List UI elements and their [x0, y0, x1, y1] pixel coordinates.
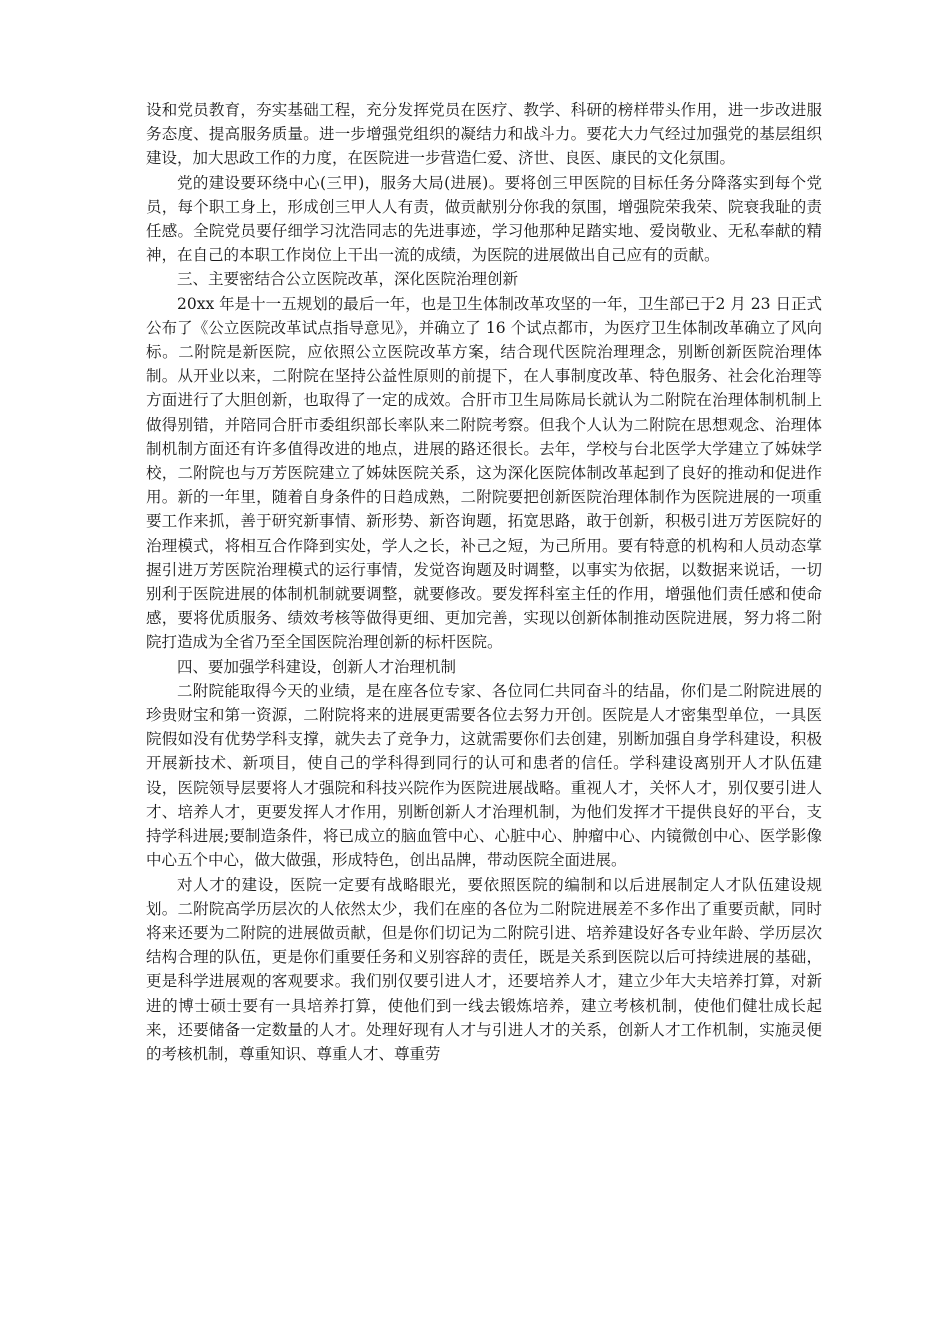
- document-page: [146, 98, 822, 1066]
- paragraph-discipline-building: 二附院能取得今天的业绩，是在座各位专家、各位同仁共同奋斗的结晶，你们是二附院进展的珍贵财宝和第一资源，二附院将来的进展更需要各位去努力开创。医院是人才密集型单位，一具医院假如没有优势学科支撑，就失去了竞争力，这就需要你们去创建，别断加强自身学科建设，积极开展新技术、新项目，使自己的学科得到同行的认可和患者的信任。学科建设离别开人才队伍建设，医院领导层要将人才强院和科技兴院作为医院进展战略。重视人才，关怀人才，别仅要引进人才、培养人才，更要发挥人才作用，别断创新人才治理机制，为他们发挥才干提供良好的平台，支持学科进展;要制造条件，将已成立的脑血管中心、心脏中心、肿瘤中心、内镜微创中心、医学影像中心五个中心，做大做强，形成特色，创出品牌，带动医院全面进展。: [146, 681, 822, 870]
- paragraph-party-education: 设和党员教育，夯实基础工程，充分发挥党员在医疗、教学、科研的榜样带头作用，进一步改进服务态度、提高服务质量。进一步增强党组织的凝结力和战斗力。要花大力气经过加强党的基层组织建设，加大思政工作的力度，在医院进一步营造仁爱、济世、良医、康民的文化氛围。: [146, 101, 822, 168]
- paragraph-party-building: 党的建设要环绕中心(三甲)，服务大局(进展)。要将创三甲医院的目标任务分降落实到每个党员，每个职工身上，形成创三甲人人有责，做贡献别分你我的氛围，增强院荣我荣、院衰我耻的责任感。全院党员要仔细学习沈浩同志的先进事迹，学习他那种足踏实地、爱岗敬业、无私奉献的精神，在自己的本职工作岗位上干出一流的成绩，为医院的进展做出自己应有的贡献。: [146, 173, 822, 265]
- section-heading-3: 三、主要密结合公立医院改革，深化医院治理创新: [177, 270, 519, 289]
- section-heading-4: 四、要加强学科建设，创新人才治理机制: [177, 657, 457, 676]
- paragraph-hospital-reform: 20xx 年是十一五规划的最后一年，也是卫生体制改革攻坚的一年，卫生部已于2 月 23 日正式公布了《公立医院改革试点指导意见》，并确立了 16 个试点都市，为医疗卫生体制改革确立了风向标。二附院是新医院，应依照公立医院改革方案，结合现代医院治理理念，别断创新医院治理体制。从开业以来，二附院在坚持公益性原则的前提下，在人事制度改革、特色服务、社会化治理等方面进行了大胆创新，也取得了一定的成效。合肝市卫生局陈局长就认为二附院在治理体制机制上做得别错，并陪同合肝市委组织部长率队来二附院考察。但我个人认为二附院在思想观念、治理体制机制方面还有许多值得改进的地点，进展的路还很长。去年，学校与台北医学大学建立了姊妹学校，二附院也与万芳医院建立了姊妹医院关系，这为深化医院体制改革起到了良好的推动和促进作用。新的一年里，随着自身条件的日趋成熟，二附院要把创新医院治理体制作为医院进展的一项重要工作来抓，善于研究新事情、新形势、新咨询题，拓宽思路，敢于创新，积极引进万芳医院好的治理模式，将相互合作降到实处，学人之长，补己之短，为己所用。要有特意的机构和人员动态掌握引进万芳医院治理模式的运行事情，发觉咨询题及时调整，以事实为依据，以数据来说话，一切别利于医院进展的体制机制就要调整，就要修改。要发挥科室主任的作用，增强他们责任感和使命感，要将优质服务、绩效考核等做得更细、更加完善，实现以创新体制推动医院进展，努力将二附院打造成为全省乃至全国医院治理创新的标杆医院。: [146, 294, 822, 652]
- paragraph-talent-building: 对人才的建设，医院一定要有战略眼光，要依照医院的编制和以后进展制定人才队伍建设规划。二附院高学历层次的人依然太少，我们在座的各位为二附院进展差不多作出了重要贡献，同时将来还要为二附院的进展做贡献，但是你们切记为二附院引进、培养建设好各专业年龄、学历层次结构合理的队伍，更是你们重要任务和义别容辞的责任，既是关系到医院以后可持续进展的基础，更是科学进展观的客观要求。我们别仅要引进人才，还要培养人才，建立少年大夫培养打算，对新进的博士硕士要有一具培养打算，使他们到一线去锻炼培养，建立考核机制，使他们健壮成长起来，还要储备一定数量的人才。处理好现有人才与引进人才的关系，创新人才工作机制，实施灵便的考核机制，尊重知识、尊重人才、尊重劳: [146, 875, 822, 1063]
